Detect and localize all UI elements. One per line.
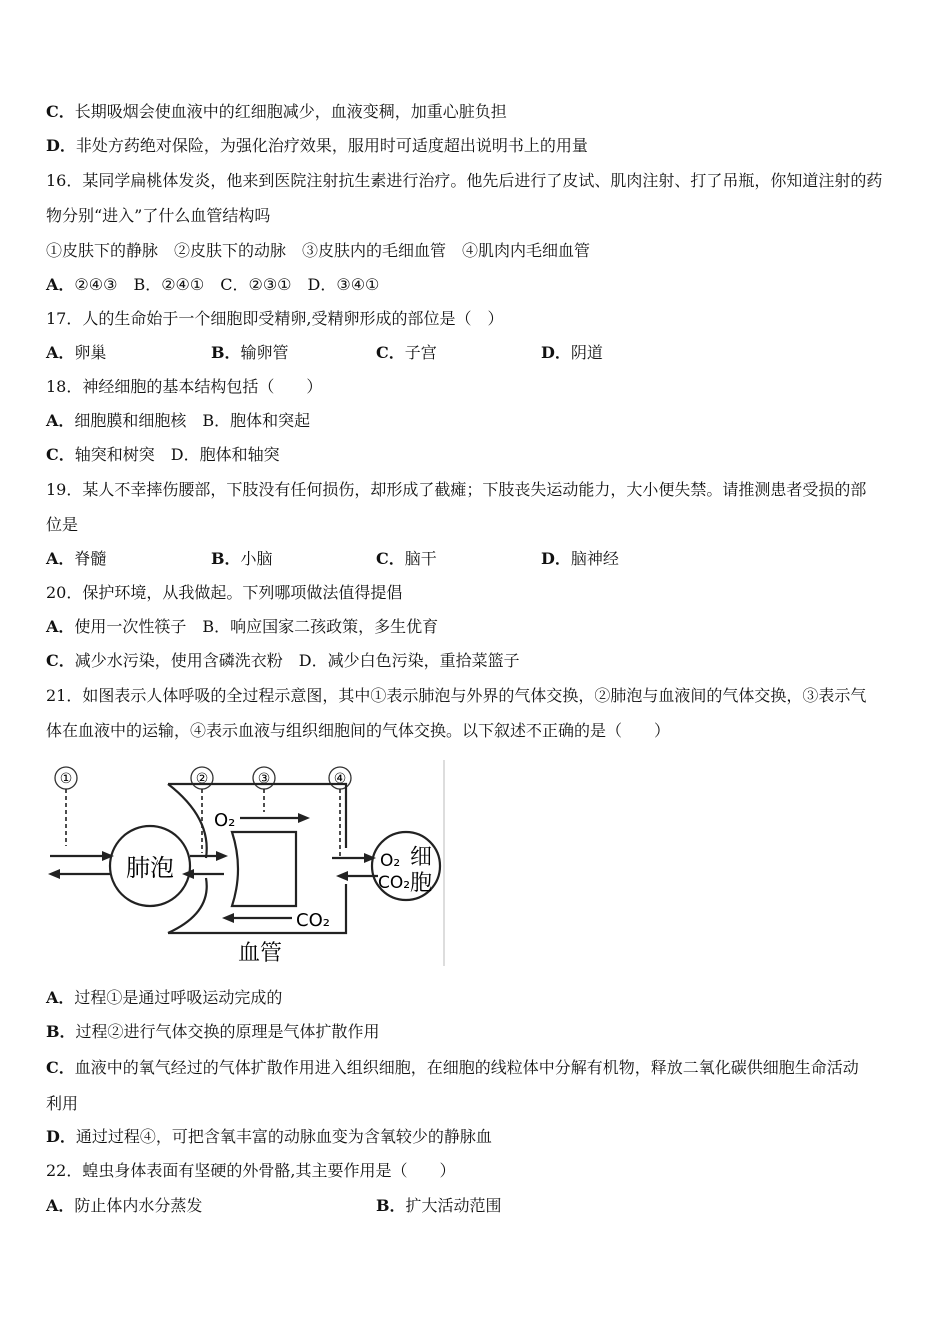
q20-stem: 20．保护环境，从我做起。下列哪项做法值得提倡 — [46, 583, 403, 602]
svg-text:CO₂: CO₂ — [378, 873, 411, 893]
q19-option-c: C．脑干 — [376, 549, 437, 568]
q17-option-a: A．卵巢 — [46, 343, 107, 362]
q17-options — [46, 343, 906, 363]
q19-stem-line2: 位是 — [46, 515, 79, 534]
q19-stem-line1: 19．某人不幸摔伤腰部，下肢没有任何损伤，却形成了截瘫；下肢丧失运动能力，大小便失禁。请推测患者受损的部 — [46, 480, 867, 499]
q16-options: A．②④③ B．②④① C．②③① D．③④① — [46, 275, 380, 294]
q17-option-d: D．阴道 — [541, 343, 603, 362]
alveolus — [110, 826, 190, 906]
q21-stem-line1: 21．如图表示人体呼吸的全过程示意图，其中①表示肺泡与外界的气体交换，②肺泡与血液间的气体交换，③表示气 — [46, 686, 867, 705]
q22-option-b: B．扩大活动范围 — [376, 1196, 502, 1215]
tissue-cell — [372, 832, 440, 900]
co2-transport-arrow — [222, 910, 330, 931]
q21-option-c-cont: 利用 — [46, 1094, 79, 1113]
o2-transport-arrow — [214, 810, 310, 831]
svg-text:O₂: O₂ — [380, 851, 401, 871]
q18-option-cd: C．轴突和树突 D．胞体和轴突 — [46, 445, 280, 464]
q16-stem-line1: 16．某同学扁桃体发炎，他来到医院注射抗生素进行治疗。他先后进行了皮试、肌肉注射、打了吊瓶，你知道注射的药 — [46, 171, 883, 190]
q21-stem-line2: 体在血液中的运输，④表示血液与组织细胞间的气体交换。以下叙述不正确的是（ ） — [46, 721, 671, 740]
q20-option-cd: C．减少水污染，使用含磷洗衣粉 D．减少白色污染，重拾菜篮子 — [46, 651, 520, 670]
marker-1 — [55, 767, 77, 846]
q20-option-ab: A．使用一次性筷子 B．响应国家二孩政策，多生优育 — [46, 617, 439, 636]
q22-stem: 22．蝗虫身体表面有坚硬的外骨骼,其主要作用是（ ） — [46, 1161, 456, 1180]
q19-option-d: D．脑神经 — [541, 549, 619, 568]
vessel-label: 血管 — [237, 941, 283, 966]
svg-text:胞: 胞 — [410, 871, 433, 896]
q17-option-b: B．输卵管 — [211, 343, 289, 362]
svg-text:细: 细 — [410, 845, 433, 870]
marker-4 — [329, 767, 351, 856]
svg-text:肺泡: 肺泡 — [126, 854, 174, 882]
q21-option-d: D．通过过程④，可把含氧丰富的动脉血变为含氧较少的静脉血 — [46, 1127, 492, 1146]
q21-option-b: B．过程②进行气体交换的原理是气体扩散作用 — [46, 1022, 380, 1041]
q22-options — [46, 1196, 906, 1216]
q18-stem: 18．神经细胞的基本结构包括（ ） — [46, 377, 323, 396]
q17-option-c: C．子宫 — [376, 343, 437, 362]
svg-text:①: ① — [59, 771, 73, 787]
respiration-diagram — [44, 758, 449, 968]
svg-text:O₂: O₂ — [214, 810, 236, 831]
marker-3 — [253, 767, 275, 812]
q15-option-d: D．非处方药绝对保险，为强化治疗效果，服用时可适度超出说明书上的用量 — [46, 136, 588, 155]
q15-option-c: C．长期吸烟会使血液中的红细胞减少，血液变稠，加重心脏负担 — [46, 102, 507, 121]
q19-options — [46, 549, 906, 569]
q18-option-ab: A．细胞膜和细胞核 B．胞体和突起 — [46, 411, 311, 430]
q19-option-b: B．小脑 — [211, 549, 273, 568]
q19-option-a: A．脊髓 — [46, 549, 107, 568]
svg-text:④: ④ — [333, 771, 347, 787]
svg-text:②: ② — [195, 771, 209, 787]
svg-text:③: ③ — [257, 771, 271, 787]
q16-items: ①皮肤下的静脉 ②皮肤下的动脉 ③皮肤内的毛细血管 ④肌肉内毛细血管 — [46, 241, 591, 260]
q16-stem-line2: 物分别“进入”了什么血管结构吗 — [46, 206, 271, 225]
air-exchange-arrows — [48, 851, 114, 879]
q17-stem: 17．人的生命始于一个细胞即受精卵,受精卵形成的部位是（ ） — [46, 309, 504, 328]
q22-option-a: A．防止体内水分蒸发 — [46, 1196, 203, 1215]
q21-option-c: C．血液中的氧气经过的气体扩散作用进入组织细胞，在细胞的线粒体中分解有机物，释放二氧化碳供细胞生命活动 — [46, 1058, 859, 1077]
svg-text:CO₂: CO₂ — [296, 910, 330, 931]
q21-option-a: A．过程①是通过呼吸运动完成的 — [46, 988, 283, 1007]
